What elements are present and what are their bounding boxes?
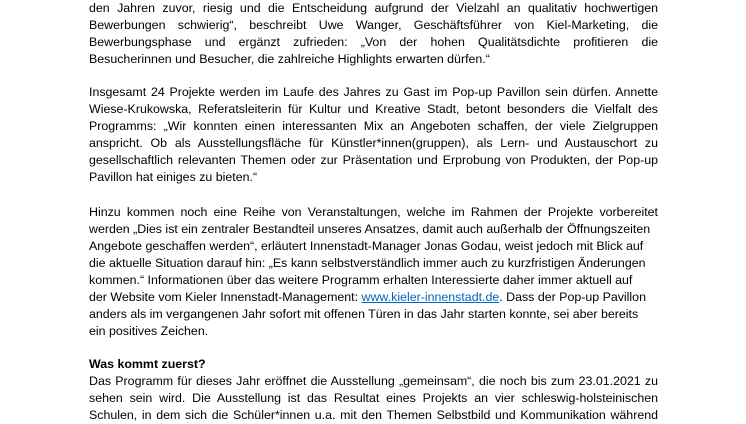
text-line: Hinzu kommen noch eine Reihe von Veranstaltungen, welche im Rahmen der Projekte vorbereitet xyxy=(89,205,658,219)
text-line: Bewerbungsphase und ergänzt zufrieden: „Von der hohen Qualitätsdichte profitieren die xyxy=(89,35,658,49)
text-line: Angebote geschaffen werden“, erläutert Innenstadt-Manager Jonas Godau, weist jedoch mit Blick auf xyxy=(89,239,644,253)
text-line: Programms: „Wir konnten einen interessanten Mix an Angeboten schaffen, der viele Zielgruppen xyxy=(89,119,658,133)
text-line: Das Programm für dieses Jahr eröffnet die Ausstellung „gemeinsam“, die noch bis zum 23.01.2021 zu xyxy=(89,374,658,388)
text-line: Bewerbungen schwierig“, beschreibt Uwe Wanger, Geschäftsführer von Kiel-Marketing, die xyxy=(89,18,658,32)
text-line: den Jahren zuvor, riesig und die Entscheidung aufgrund der Vielzahl an qualitativ hochwertigen xyxy=(89,1,658,15)
text-line: anders als im vergangenen Jahr sofort mit offenen Türen in das Jahr starten konnte, sei aber bereits xyxy=(89,307,639,321)
text-line: gesellschaftlich relevanten Themen oder zur Präsentation und Erprobung von Produkten, der Pop-up xyxy=(89,153,658,167)
text-segment: . Dass der Pop-up Pavillon xyxy=(499,290,646,304)
text-line: werden „Dies ist ein zentraler Bestandteil unseres Ansatzes, damit auch außerhalb der Öffnungszeiten xyxy=(89,222,651,236)
text-line xyxy=(89,289,646,306)
text-line: Besucherinnen und Besucher, die zahlreiche Highlights erwarten dürfen.“ xyxy=(89,52,490,66)
text-line: ein positives Zeichen. xyxy=(89,324,209,338)
website-link[interactable]: www.kieler-innenstadt.de xyxy=(361,290,500,304)
text-line: sehen sein wird. Die Ausstellung ist das Resultat eines Projekts an vier schleswig-holsteinischen xyxy=(89,391,658,405)
text-line: kommen.“ Informationen über das weitere Programm erhalten Interessierte daher immer aktuell auf xyxy=(89,273,633,287)
text-line: Insgesamt 24 Projekte werden im Laufe des Jahres zu Gast im Pop-up Pavillon sein dürfen. Annette xyxy=(89,85,658,99)
text-line: Schulen, in dem sich die Schüler*innen u.a. mit den Themen Selbstbild und Kommunikation während xyxy=(89,408,658,422)
text-segment: der Website vom Kieler Innenstadt-Management: xyxy=(89,290,362,304)
text-line: die aktuelle Situation darauf hin: „Es kann selbstverständlich immer auch zu kurzfristigen Änderungen xyxy=(89,256,646,270)
text-line: anspricht. Ob als Ausstellungsfläche für Künstler*innen(gruppen), als Lern- und Austauschort zu xyxy=(89,136,658,150)
section-heading: Was kommt zuerst? xyxy=(89,357,206,371)
text-line: Wiese-Krukowska, Referatsleiterin für Kultur und Kreative Stadt, betont besonders die Vielfalt des xyxy=(89,102,658,116)
text-line: Pavillon hat einiges zu bieten.“ xyxy=(89,170,258,184)
